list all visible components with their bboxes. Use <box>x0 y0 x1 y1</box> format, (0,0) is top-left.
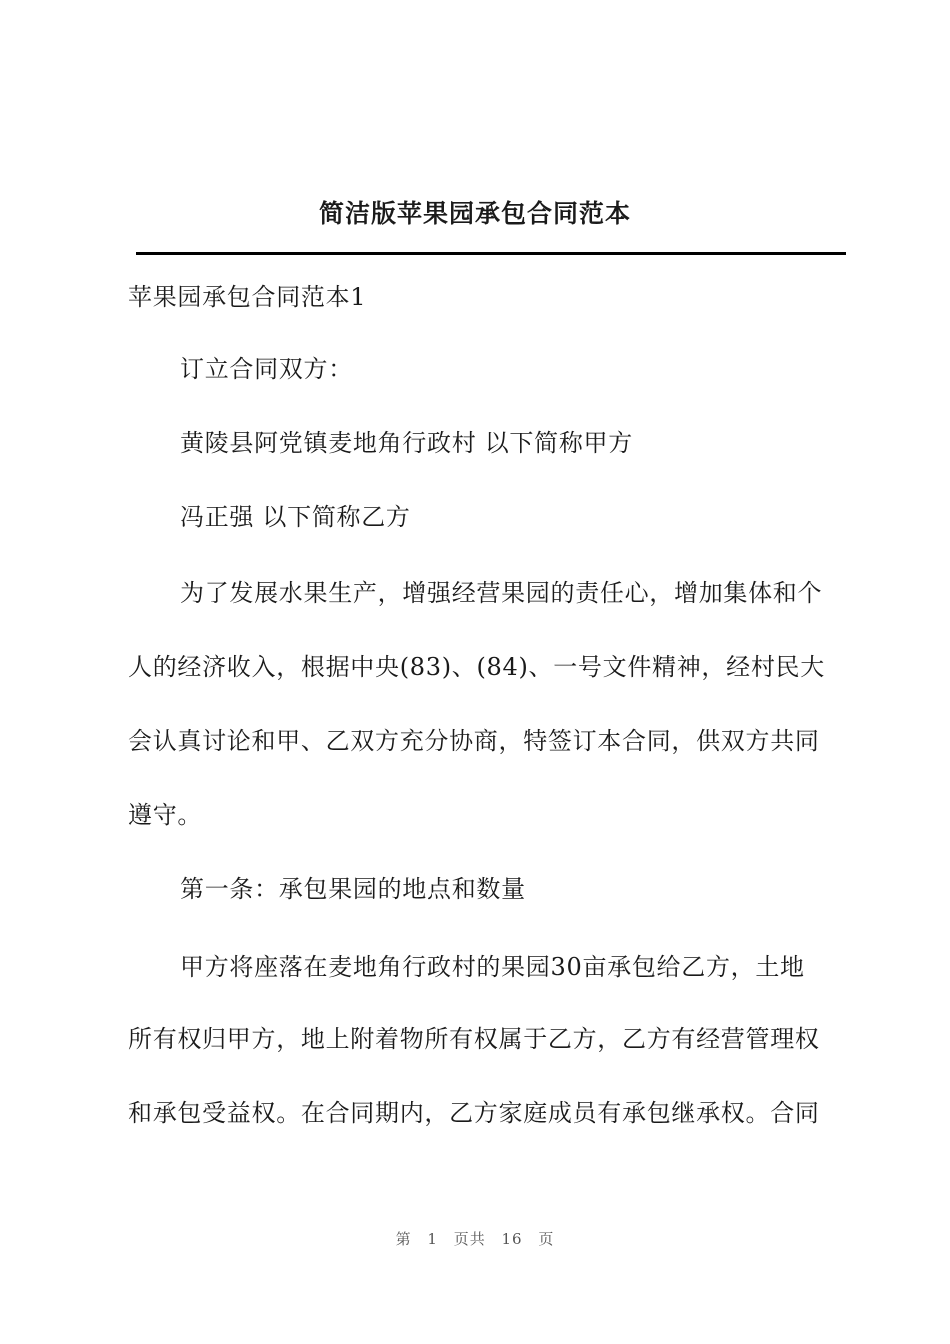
page-number-footer: 第 1 页共 16 页 <box>395 1230 555 1248</box>
paragraph-line: 人的经济收入，根据中央(83)、(84)、一号文件精神，经村民大 <box>128 653 825 681</box>
paragraph-line: 所有权归甲方，地上附着物所有权属于乙方，乙方有经营管理权 <box>128 1025 820 1053</box>
paragraph-line: 遵守。 <box>128 801 203 829</box>
section-heading: 苹果园承包合同范本1 <box>128 283 367 311</box>
paragraph-line: 黄陵县阿党镇麦地角行政村 以下简称甲方 <box>180 429 633 457</box>
paragraph-line: 甲方将座落在麦地角行政村的果园30亩承包给乙方，土地 <box>180 953 805 981</box>
article-heading: 第一条：承包果园的地点和数量 <box>180 875 526 903</box>
paragraph-line: 冯正强 以下简称乙方 <box>180 503 411 531</box>
paragraph-line: 订立合同双方： <box>180 355 353 383</box>
paragraph-line: 为了发展水果生产，增强经营果园的责任心，增加集体和个 <box>180 579 823 607</box>
paragraph-line: 和承包受益权。在合同期内，乙方家庭成员有承包继承权。合同 <box>128 1099 820 1127</box>
title-underline <box>136 252 846 255</box>
paragraph-line: 会认真讨论和甲、乙双方充分协商，特签订本合同，供双方共同 <box>128 727 820 755</box>
document-title: 简洁版苹果园承包合同范本 <box>318 199 631 228</box>
